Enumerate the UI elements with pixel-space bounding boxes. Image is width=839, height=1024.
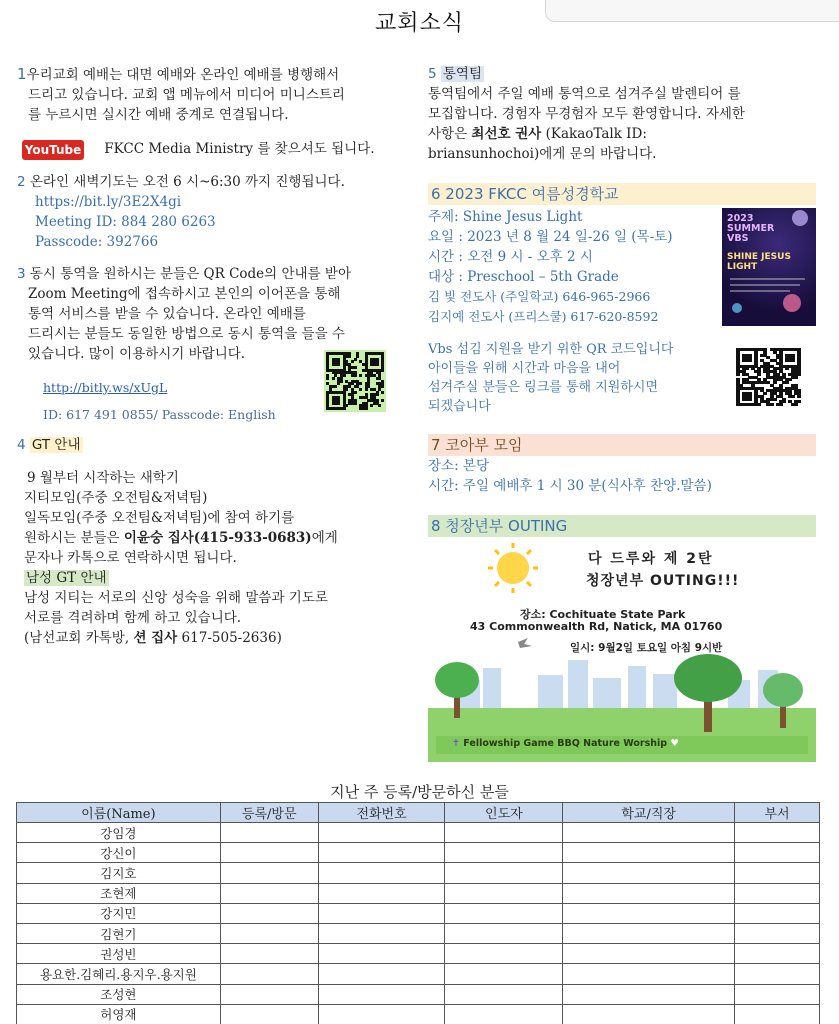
men-contact-name: 션 집사	[133, 630, 178, 646]
gt-body	[24, 468, 419, 648]
qr-module	[365, 388, 368, 391]
s5-line3-post: (KakaoTalk ID:	[541, 126, 647, 142]
cell-empty	[735, 1004, 820, 1024]
qr-module	[345, 404, 348, 407]
cell-empty	[563, 883, 735, 903]
s2-line: 온라인 새벽기도는 오전 6 시~6:30 까지 진행됩니다.	[29, 174, 345, 190]
men-line-1: 서로를 격려하며 함께 하고 있습니다.	[24, 610, 242, 626]
outing-footer	[452, 738, 679, 749]
cell-name: 조성현	[17, 984, 221, 1004]
cell-empty	[220, 1004, 318, 1024]
s6-contact-1: 김 빛 전도사 (주일학교) 646-965-2966	[428, 289, 651, 304]
section-2	[17, 172, 407, 252]
qr-module	[770, 403, 774, 406]
gt-line-1: 지티모임(주중 오전팀&저녁팀)	[24, 490, 208, 506]
outing-place-2: 43 Commonwealth Rd, Natick, MA 01760	[470, 620, 723, 633]
s3-line-4: 있습니다. 많이 이용하시기 바랍니다.	[28, 346, 246, 362]
table-header-row	[17, 803, 820, 823]
qr-module	[757, 403, 761, 406]
qr-module	[378, 404, 381, 407]
col-guide: 인도자	[445, 803, 563, 823]
section-5	[428, 64, 818, 164]
page-title: 교회소식	[374, 11, 464, 36]
cell-empty	[220, 883, 318, 903]
qr-module	[356, 355, 359, 358]
cell-empty	[563, 944, 735, 964]
zoom-qr-code[interactable]	[324, 350, 386, 412]
qr-module	[797, 395, 801, 398]
table-row	[17, 843, 820, 863]
qr-module	[794, 403, 798, 406]
cell-empty	[445, 843, 563, 863]
s6-qr-text	[428, 340, 728, 416]
s5-contact-name: 최선호 권사	[471, 126, 542, 142]
table-row	[17, 944, 820, 964]
qr-module	[785, 367, 789, 370]
s3-id-line: ID: 617 491 0855/ Passcode: English	[43, 407, 276, 422]
s1-line-1: 드리고 있습니다. 교회 앱 메뉴에서 미디어 미니스트리	[28, 87, 345, 103]
cell-name: 권성빈	[17, 944, 221, 964]
qr-module	[365, 407, 368, 410]
qr-module	[791, 359, 795, 362]
qr-module	[376, 363, 379, 366]
table-row	[17, 1004, 820, 1024]
gt-contact-name: 이윤숭 집사(415-933-0683)	[123, 530, 312, 546]
cell-empty	[445, 1004, 563, 1024]
vbs-poster-subtitle: SHINE JESUS LIGHT	[727, 252, 791, 272]
section-4	[17, 435, 407, 455]
qr-module	[779, 403, 783, 406]
table-row	[17, 883, 820, 903]
bird-icon	[518, 638, 532, 648]
table-row	[17, 964, 820, 984]
cell-empty	[318, 903, 445, 923]
outing-datetime: 일시: 9월2일 토요일 아침 9시반	[570, 642, 723, 654]
s6-target: 대상 : Preschool – 5th Grade	[428, 269, 619, 285]
qr-module	[359, 388, 362, 391]
section-1-number: 1	[17, 65, 27, 83]
vbs-qr-code[interactable]	[734, 346, 802, 408]
s6-date: 요일 : 2023 년 8 월 24 일-26 일 (목-토)	[428, 229, 673, 245]
cell-name: 강지민	[17, 903, 221, 923]
section-1	[17, 64, 407, 160]
cell-empty	[563, 984, 735, 1004]
qr-module	[381, 369, 384, 372]
col-name: 이름(Name)	[17, 803, 221, 823]
qr-module	[359, 382, 362, 385]
table-row	[17, 923, 820, 943]
gt-contact-line	[24, 528, 419, 548]
cell-empty	[220, 944, 318, 964]
qr-module	[376, 393, 379, 396]
table-row	[17, 823, 820, 843]
cell-empty	[563, 823, 735, 843]
s6-theme: 주제: Shine Jesus Light	[428, 209, 583, 225]
cell-name: 강신이	[17, 843, 221, 863]
section-4-number: 4	[17, 437, 26, 453]
qr-module	[354, 366, 357, 369]
s7-place: 장소: 본당	[428, 458, 490, 474]
qr-module	[326, 377, 329, 380]
s6-qr-line-1: 아이들을 위해 시간과 마음을 내어	[428, 361, 621, 376]
cell-empty	[563, 863, 735, 883]
s6-qr-line-3: 되겠습니다	[428, 399, 491, 414]
s5-header: 통역팀	[442, 66, 483, 82]
cell-empty	[318, 1004, 445, 1024]
cell-empty	[735, 843, 820, 863]
qr-module	[354, 391, 357, 394]
cell-empty	[318, 823, 445, 843]
section-3	[17, 264, 407, 364]
qr-module	[791, 395, 795, 398]
s2-meeting-id: Meeting ID: 884 280 6263	[35, 214, 216, 230]
cell-empty	[563, 964, 735, 984]
s6-time: 시간 : 오전 9 시 - 오후 2 시	[428, 249, 593, 265]
cell-empty	[735, 984, 820, 1004]
cell-empty	[318, 944, 445, 964]
cell-empty	[220, 923, 318, 943]
col-school: 학교/직장	[563, 803, 735, 823]
cell-empty	[445, 923, 563, 943]
cell-empty	[318, 984, 445, 1004]
qr-module	[337, 382, 340, 385]
qr-module	[748, 398, 752, 401]
cell-empty	[220, 823, 318, 843]
col-dept: 부서	[735, 803, 820, 823]
s3-line-3: 드리시는 분들도 동일한 방법으로 동시 통역을 들을 수	[28, 326, 345, 342]
s5-line-2: 모집합니다. 경험자 무경험자 모두 환영합니다. 자세한	[428, 106, 745, 122]
s8-header: 8 청장년부 OUTING	[428, 515, 816, 537]
s3-line-1: Zoom Meeting에 접속하시고 본인의 이어폰을 통해	[28, 286, 341, 302]
s5-line-3	[428, 124, 818, 144]
qr-module	[343, 407, 346, 410]
section-2-number: 2	[17, 174, 26, 190]
men-contact-pre: (남선교회 카톡방,	[24, 630, 134, 646]
cell-empty	[735, 923, 820, 943]
youtube-text: FKCC Media Ministry 를 찾으셔도 됩니다.	[104, 141, 375, 157]
qr-module	[370, 404, 373, 407]
cell-empty	[445, 903, 563, 923]
cell-empty	[318, 863, 445, 883]
cell-empty	[735, 903, 820, 923]
gt-contact-post: 에게	[311, 530, 338, 546]
s6-header: 6 2023 FKCC 여름성경학교	[428, 183, 816, 205]
cell-name: 조현제	[17, 883, 221, 903]
cell-empty	[220, 843, 318, 863]
cell-empty	[563, 923, 735, 943]
section-5-number: 5	[428, 66, 437, 82]
s3-line-0: 동시 통역을 원하시는 분들은 QR Code의 안내를 받아	[29, 266, 351, 282]
table-row	[17, 863, 820, 883]
col-phone: 전화번호	[318, 803, 445, 823]
section-7	[428, 456, 818, 496]
cell-empty	[445, 823, 563, 843]
s3-url[interactable]: http://bitly.ws/xUgL	[43, 380, 168, 395]
col-type: 등록/방문	[220, 803, 318, 823]
cell-empty	[445, 984, 563, 1004]
outing-poster	[428, 540, 816, 762]
qr-module	[748, 359, 752, 362]
cell-empty	[220, 863, 318, 883]
cell-name: 용요한.김혜리.용지우.용지원	[17, 964, 221, 984]
men-contact-post: 617-505-2636)	[177, 630, 282, 646]
qr-module	[381, 399, 384, 402]
s2-url[interactable]: https://bit.ly/3E2X4gi	[35, 194, 182, 210]
qr-module	[334, 385, 337, 388]
outing-footer-text: Fellowship Game BBQ Nature Worship	[463, 738, 668, 749]
s5-line-1: 통역팀에서 주일 예배 통역으로 섬겨주실 발렌티어 를	[428, 86, 741, 102]
outing-place-1: 장소: Cochituate State Park	[520, 608, 686, 621]
gt-header: GT 안내	[31, 437, 81, 453]
qr-module	[337, 402, 340, 405]
s2-passcode: Passcode: 392766	[35, 234, 159, 250]
cell-empty	[220, 964, 318, 984]
cell-empty	[563, 843, 735, 863]
men-line-0: 남성 지티는 서로의 신앙 성숙을 위해 말씀과 기도로	[24, 590, 328, 606]
cell-empty	[220, 903, 318, 923]
cell-empty	[318, 964, 445, 984]
qr-module	[785, 381, 789, 384]
cell-empty	[445, 863, 563, 883]
qr-module	[332, 377, 335, 380]
qr-module	[348, 355, 351, 358]
gt-line-2: 일독모임(주중 오전팀&저녁팀)에 참여 하기를	[24, 510, 295, 526]
cell-empty	[563, 903, 735, 923]
qr-module	[343, 374, 346, 377]
s6-qr-line-2: 섬겨주실 분들은 링크를 통해 지원하시면	[428, 380, 659, 395]
outing-title-1: 다 드루와 제 2탄	[588, 551, 714, 567]
qr-module	[354, 374, 357, 377]
qr-module	[354, 358, 357, 361]
section-3-number: 3	[17, 266, 26, 282]
table-row	[17, 984, 820, 1004]
cell-name: 김지호	[17, 863, 221, 883]
cell-empty	[735, 944, 820, 964]
heart-icon: ♥	[670, 738, 679, 749]
qr-module	[337, 363, 340, 366]
cell-name: 강임경	[17, 823, 221, 843]
s1-line-2: 를 누르시면 실시간 예배 중계로 연결됩니다.	[28, 107, 289, 123]
youtube-logo: YouTube	[22, 140, 84, 160]
registration-title: 지난 주 등록/방문하신 분들	[330, 783, 509, 801]
sun-icon	[488, 543, 538, 593]
s6-qr-line-0: Vbs 섬김 지원을 받기 위한 QR 코드입니다	[428, 342, 674, 357]
cell-empty	[445, 964, 563, 984]
vbs-stars	[722, 208, 816, 326]
vbs-poster-title: 2023 SUMMER VBS	[727, 213, 775, 244]
qr-module	[381, 391, 384, 394]
vbs-poster	[722, 208, 816, 326]
qr-module	[340, 380, 343, 383]
s7-time: 시간: 주일 예배후 1 시 30 분(식사후 찬양.말씀)	[428, 478, 712, 494]
s3-line-2: 통역 서비스를 받을 수 있습니다. 온라인 예배를	[28, 306, 306, 322]
qr-module	[794, 376, 798, 379]
outing-title-2: 청장년부 OUTING!!!	[586, 573, 740, 589]
cell-empty	[563, 1004, 735, 1024]
cell-empty	[735, 964, 820, 984]
cell-empty	[445, 944, 563, 964]
qr-module	[381, 385, 384, 388]
youtube-row	[17, 139, 407, 160]
gt-contact-pre: 원하시는 분들은	[24, 530, 124, 546]
s6-contact-2: 김지예 전도사 (프리스쿨) 617-620-8592	[428, 309, 659, 324]
qr-module	[736, 373, 740, 376]
cell-empty	[220, 984, 318, 1004]
cell-name: 김현기	[17, 923, 221, 943]
qr-module	[345, 388, 348, 391]
s1-line-0: 우리교회 예배는 대면 예배와 온라인 예배를 병행해서	[26, 67, 340, 83]
qr-module	[359, 374, 362, 377]
cell-empty	[318, 843, 445, 863]
section-6	[428, 207, 718, 327]
s7-header: 7 코아부 모임	[428, 434, 816, 456]
s5-line3-pre: 사항은	[428, 126, 472, 142]
cell-empty	[318, 923, 445, 943]
s5-line-4: briansunhochoi)에게 문의 바랍니다.	[428, 146, 657, 162]
cell-empty	[318, 883, 445, 903]
cell-empty	[735, 883, 820, 903]
qr-module	[773, 398, 777, 401]
qr-module	[354, 402, 357, 405]
registration-table	[16, 802, 820, 1024]
qr-module	[351, 360, 354, 363]
cell-empty	[735, 823, 820, 843]
men-gt-header: 남성 GT 안내	[26, 570, 107, 586]
cell-name: 허영재	[17, 1004, 221, 1024]
table-row	[17, 903, 820, 923]
cell-empty	[735, 863, 820, 883]
cross-icon: ✝	[452, 738, 460, 749]
gt-line-after: 문자나 카톡으로 연락하시면 됩니다.	[24, 550, 237, 566]
men-contact-line	[24, 628, 419, 648]
cell-empty	[445, 883, 563, 903]
gt-line-0: 9 월부터 시작하는 새학기	[27, 470, 179, 486]
